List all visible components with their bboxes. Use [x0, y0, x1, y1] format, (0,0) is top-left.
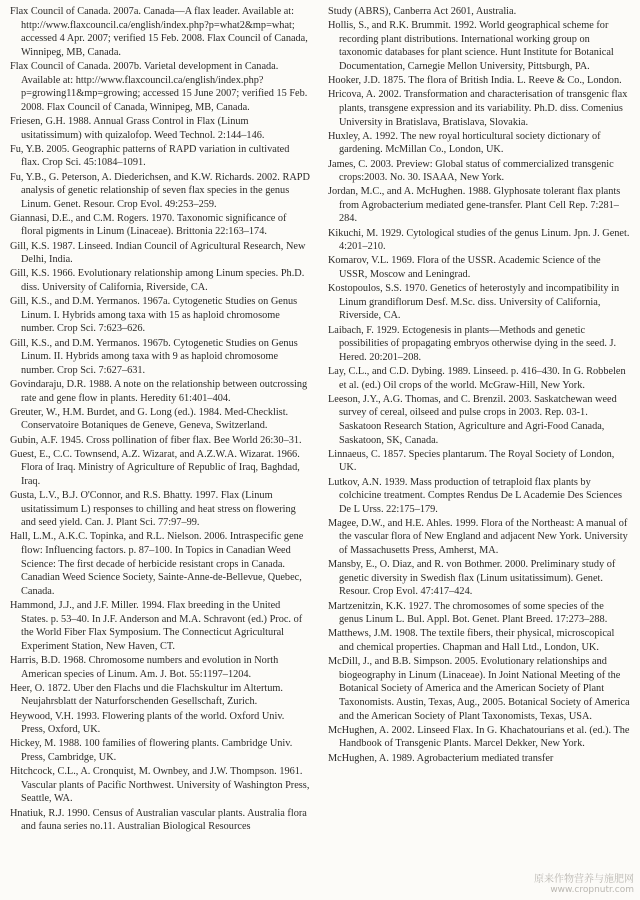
reference-entry: Huxley, A. 1992. The new royal horticultural society dictionary of gardening. McMillan Co., London, UK. — [328, 130, 601, 156]
reference-entry: Friesen, G.H. 1988. Annual Grass Control in Flax (Linum usitatissimum) with quizalofop. Weed Technol. 2:144–146. — [10, 115, 265, 141]
reference-entry: Hollis, S., and R.K. Brummit. 1992. World geographical scheme for recording plant distributions. International working group on taxonomic databases for plant science. Hunt Institute for Botanical Documentation, Carnegie Mellon University, Pittsburgh, PA. — [328, 20, 614, 72]
reference-entry: Gill, K.S. 1987. Linseed. Indian Council of Agricultural Research, New Delhi, India. — [10, 240, 306, 266]
reference-entry: Hall, L.M., A.K.C. Topinka, and R.L. Nielson. 2006. Intraspecific gene flow: Influencing factors. p. 87–100. In Topics in Canadian Weed Science: The first decade of herbicide resistant crops in Canada. Canadian Weed Science Society, Sainte-Anne-de-Bellevue, Quebec, Canada. — [10, 531, 304, 597]
reference-entry: Heer, O. 1872. Uber den Flachs und die Flachskultur im Altertum. Neujahrsblatt der Naturforschenden Gesellschaft, Zurich. — [10, 682, 283, 708]
reference-entry: McDill, J., and B.B. Simpson. 2005. Evolutionary relationships and biogeography in Linum (Linaceae). In Joint National Meeting of the Botanical Society of America and the American Society of Plant Taxonomists. Austin, Texas, Aug., 2005. Botanical Society of America and the American Society of Plant Taxonomists, Texas, USA. — [328, 656, 630, 722]
reference-entry: Hickey, M. 1988. 100 families of flowering plants. Cambridge Univ. Press, Cambridge, UK. — [10, 738, 293, 763]
site-watermark — [534, 874, 634, 896]
reference-entry: Gill, K.S. 1966. Evolutionary relationship among Linum species. Ph.D. diss. University of California, Riverside, CA. — [10, 268, 305, 294]
left-column — [10, 5, 310, 834]
reference-entry: Lay, C.L., and C.D. Dybing. 1989. Linseed. p. 416–430. In G. Robbelen et al. (ed.) Oil crops of the world. McGraw-Hill, New York. — [328, 365, 626, 391]
right-column — [328, 5, 630, 766]
reference-entry: Martzenitzin, K.K. 1927. The chromosomes of some species of the genus Linum L. Bul. Appl. Bot. Genet. Plant Breed. 17:273–288. — [328, 600, 608, 626]
reference-entry: Heywood, V.H. 1993. Flowering plants of the world. Oxford Univ. Press, Oxford, UK. — [10, 710, 285, 736]
reference-entry: Guest, E., C.C. Townsend, A.Z. Wizarat, and A.Z.W.A. Wizarat. 1966. Flora of Iraq. Ministry of Agriculture of Republic of Iraq, Baghdad, Iraq. — [10, 448, 300, 487]
reference-entry: Kostopoulos, S.S. 1970. Genetics of heterostyly and incompatibility in Linum grandiflorum Desf. M.Sc. diss. University of California, Riverside, CA. — [328, 283, 620, 322]
reference-entry: McHughen, A. 1989. Agrobacterium mediated transfer — [328, 752, 554, 764]
reference-entry: Fu, Y.B. 2005. Geographic patterns of RAPD variation in cultivated flax. Crop Sci. 45:1084–1091. — [10, 143, 290, 169]
reference-entry: Harris, B.D. 1968. Chromosome numbers and evolution in North American species of Linum. Am. J. Bot. 55:1197–1204. — [10, 655, 279, 680]
reference-entry: Flax Council of Canada. 2007b. Varietal development in Canada. Available at: http://www.flaxcouncil.ca/english/index.php?p=growing11&mp=growing; accessed 15 June 2007; verified 15 Feb. 2008. Flax Council of Canada, Winnipeg, MB, Canada. — [10, 60, 308, 113]
reference-entry: Greuter, W., H.M. Burdet, and G. Long (ed.). 1984. Med-Checklist. Conservatoire Botaniques de Geneve, Geneva, Switzerland. — [10, 406, 289, 432]
reference-entry: Study (ABRS), Canberra Act 2601, Australia. — [328, 6, 517, 17]
reference-entry: Hammond, J.J., and J.F. Miller. 1994. Flax breeding in the United States. p. 53–40. In J.F. Anderson and M.A. Schravont (ed.) Proc. of the World Fiber Flax Symposium. The Connecticut Agricultural Experiment Station, New Haven, CT. — [10, 600, 303, 652]
reference-entry: Kikuchi, M. 1929. Cytological studies of the genus Linum. Jpn. J. Genet. 4:201–210. — [328, 227, 630, 253]
reference-entry: Gill, K.S., and D.M. Yermanos. 1967b. Cytogenetic Studies on Genus Linum. II. Hybrids among taxa with 9 as haploid chromosome number. Crop Sci. 7:627–631. — [10, 337, 298, 376]
reference-entry: Linnaeus, C. 1857. Species plantarum. The Royal Society of London, UK. — [328, 448, 615, 474]
reference-entry: Komarov, V.L. 1969. Flora of the USSR. Academic Science of the USSR, Moscow and Leningrad. — [328, 255, 601, 281]
reference-entry: Gubin, A.F. 1945. Cross pollination of fiber flax. Bee World 26:30–31. — [10, 434, 302, 446]
reference-entry: Flax Council of Canada. 2007a. Canada—A flax leader. Available at: http://www.flaxcouncil.ca/english/index.php?p=what2&mp=what; accessed 4 Apr. 2007; verified 15 Feb. 2008. Flax Council of Canada, Winnipeg, MB, Canada. — [10, 6, 308, 58]
reference-entry: Jordan, M.C., and A. McHughen. 1988. Glyphosate tolerant flax plants from Agrobacterium mediated gene-transfer. Plant Cell Rep. 7:281–284. — [328, 186, 621, 225]
reference-entry: Laibach, F. 1929. Ectogenesis in plants—Methods and genetic possibilities of propagating embryos otherwise dying in the seed. J. Hered. 20:201–208. — [328, 324, 617, 363]
reference-entry: Mansby, E., O. Diaz, and R. von Bothmer. 2000. Preliminary study of genetic diversity in Swedish flax (Linum usitatissimum). Genet. Resour. Crop Evol. 47:417–424. — [328, 559, 616, 598]
reference-entry: Hricova, A. 2002. Transformation and characterisation of transgenic flax plants, transgene expression and its variability. Ph.D. diss. Comenius University in Bratislava, Bratislava, Slovakia. — [328, 89, 628, 128]
reference-entry: Magee, D.W., and H.E. Ahles. 1999. Flora of the Northeast: A manual of the vascular flora of New England and adjacent New York. University of Massachusetts Press, Amherst, MA. — [328, 517, 628, 557]
reference-entry: Hnatiuk, R.J. 1990. Census of Australian vascular plants. Australia flora and fauna series no.11. Australian Biological Resources — [10, 807, 307, 833]
reference-entry: James, C. 2003. Preview: Global status of commercialized transgenic crops:2003. No. 30. ISAAA, New York. — [328, 158, 614, 184]
reference-entry: McHughen, A. 2002. Linseed Flax. In G. Khachatourians et al. (ed.). The Handbook of Transgenic Plants. Marcel Dekker, New York. — [328, 724, 630, 750]
watermark-title: 原来作物营养与施肥网 — [534, 874, 634, 885]
reference-entry: Gill, K.S., and D.M. Yermanos. 1967a. Cytogenetic Studies on Genus Linum. I. Hybrids among taxa with 15 as haploid chromosome number. Crop Sci. 7:623–626. — [10, 296, 298, 335]
reference-entry: Fu, Y.B., G. Peterson, A. Diederichsen, and K.W. Richards. 2002. RAPD analysis of genetic relationship of seven flax species in the genus Linum. Genet. Resour. Crop Evol. 49:253–259. — [10, 171, 310, 210]
watermark-url: www.cropnutr.com — [550, 885, 634, 895]
reference-entry: Lutkov, A.N. 1939. Mass production of tetraploid flax plants by colchicine treatment. Comptes Rendus De L Academie Des Sciences De L Urss. 22:175–179. — [328, 476, 622, 515]
reference-entry: Govindaraju, D.R. 1988. A note on the relationship between outcrossing rate and gene flow in plants. Heredity 61:401–404. — [10, 378, 308, 404]
reference-entry: Hitchcock, C.L., A. Cronquist, M. Ownbey, and J.W. Thompson. 1961. Vascular plants of Pacific Northwest. University of Washington Press, Seattle, WA. — [10, 766, 310, 805]
reference-entry: Gusta, L.V., B.J. O'Connor, and R.S. Bhatty. 1997. Flax (Linum usitatissimum L) responses to chilling and heat stress on flowering and seed yield. Can. J. Plant Sci. 77:97–99. — [10, 490, 296, 529]
reference-entry: Matthews, J.M. 1908. The textile fibers, their physical, microscopical and chemical properties. Chapman and Hall Ltd., London, UK. — [328, 628, 615, 653]
reference-entry: Giannasi, D.E., and C.M. Rogers. 1970. Taxonomic significance of floral pigments in Linum (Linaceae). Brittonia 22:163–174. — [10, 212, 287, 238]
reference-entry: Leeson, J.Y., A.G. Thomas, and C. Brenzil. 2003. Saskatchewan weed survey of cereal, oilseed and pulse crops in 2003. Rep. 03-1. Saskatoon Research Station, Agriculture and Agri-Food Canada, Saskatoon, SK, Canada. — [328, 393, 617, 446]
reference-entry: Hooker, J.D. 1875. The flora of British India. L. Reeve & Co., London. — [328, 75, 622, 87]
